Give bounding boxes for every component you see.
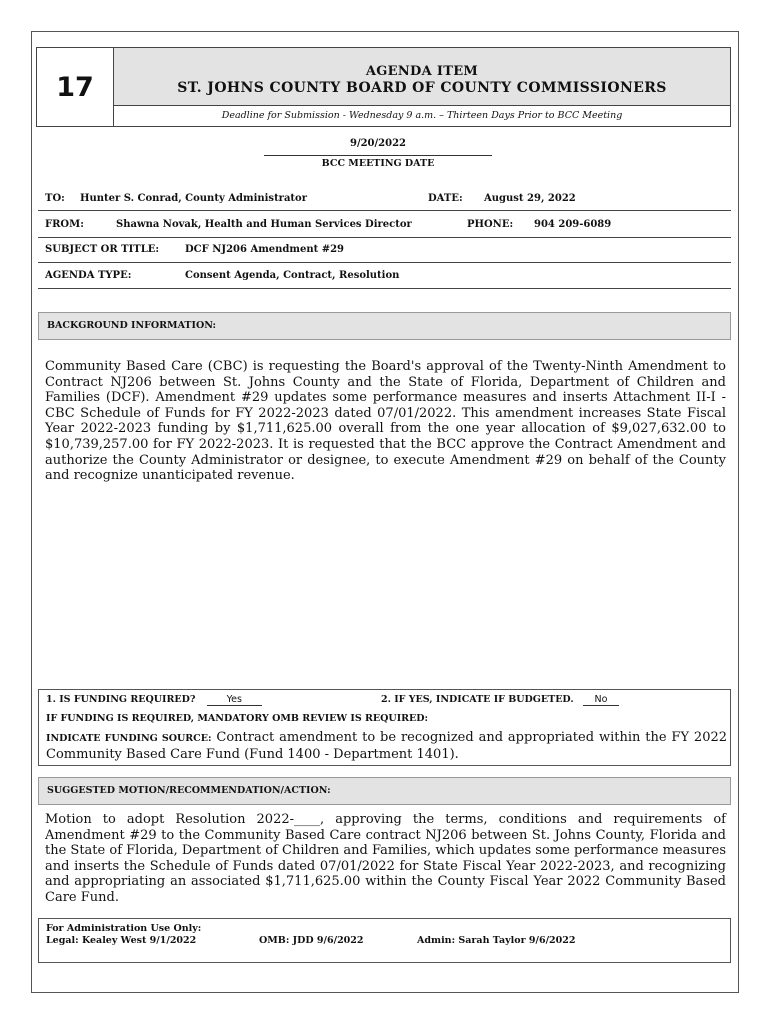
header-organization: ST. JOHNS COUNTY BOARD OF COUNTY COMMISSIONERS bbox=[177, 80, 667, 96]
header-title-cell bbox=[114, 48, 730, 106]
funding-section bbox=[38, 689, 731, 766]
from-label: FROM: bbox=[45, 219, 84, 230]
admin-heading: For Administration Use Only: bbox=[46, 923, 202, 934]
motion-text: Motion to adopt Resolution 2022-____, approving the terms, conditions and requirements of Amendment #29 to the Community Based Care contract NJ206 between St. Johns County, Florida and the State of Florida, Department of Children and Families, which updates some performance measures and inserts the Schedule of Funds dated 07/01/2022 for State Fiscal Year 2022-2023, and recognizing and appropriating an associated $1,711,625.00 within the County Fiscal Year 2022 Community Based Care Fund. bbox=[45, 812, 726, 905]
admin-section bbox=[38, 918, 731, 963]
legal-signoff: Legal: Kealey West 9/1/2022 bbox=[46, 935, 197, 946]
agenda-header bbox=[36, 47, 731, 127]
agenda-type-row-rule bbox=[38, 288, 731, 289]
funding-source-label: INDICATE FUNDING SOURCE: bbox=[46, 733, 212, 744]
phone-value: 904 209-6089 bbox=[534, 219, 612, 230]
budgeted-value: No bbox=[583, 694, 619, 706]
date-value: August 29, 2022 bbox=[484, 193, 576, 204]
omb-review-note: IF FUNDING IS REQUIRED, MANDATORY OMB REVIEW IS REQUIRED: bbox=[46, 713, 429, 724]
header-title: AGENDA ITEM bbox=[365, 64, 479, 79]
funding-source-text: Contract amendment to be recognized and appropriated within the FY 2022 Community Based Care Fund (Fund 1400 - Department 1401). bbox=[46, 730, 728, 762]
omb-signoff: OMB: JDD 9/6/2022 bbox=[259, 935, 364, 946]
from-row-rule bbox=[38, 237, 731, 238]
meeting-date-rule bbox=[264, 155, 492, 156]
submission-deadline: Deadline for Submission - Wednesday 9 a.m. – Thirteen Days Prior to BCC Meeting bbox=[221, 110, 623, 121]
date-label: DATE: bbox=[428, 193, 463, 204]
subject-row-rule bbox=[38, 262, 731, 263]
motion-heading: SUGGESTED MOTION/RECOMMENDATION/ACTION: bbox=[38, 777, 731, 805]
background-heading: BACKGROUND INFORMATION: bbox=[38, 312, 731, 340]
funding-source bbox=[46, 730, 727, 762]
agenda-type-value: Consent Agenda, Contract, Resolution bbox=[185, 270, 400, 281]
to-value: Hunter S. Conrad, County Administrator bbox=[80, 193, 307, 204]
subject-value: DCF NJ206 Amendment #29 bbox=[185, 244, 345, 255]
funding-required-value: Yes bbox=[207, 694, 262, 706]
to-label: TO: bbox=[45, 193, 65, 204]
admin-signoff: Admin: Sarah Taylor 9/6/2022 bbox=[417, 935, 576, 946]
phone-label: PHONE: bbox=[467, 219, 514, 230]
agenda-item-number-cell bbox=[37, 48, 114, 126]
agenda-item-number: 17 bbox=[56, 71, 94, 103]
to-row-rule bbox=[38, 210, 731, 211]
funding-required-label: 1. IS FUNDING REQUIRED? bbox=[46, 694, 196, 705]
budgeted-label: 2. IF YES, INDICATE IF BUDGETED. bbox=[381, 694, 574, 705]
meeting-date-label: BCC MEETING DATE bbox=[321, 158, 435, 169]
meeting-date: 9/20/2022 bbox=[349, 138, 406, 149]
agenda-type-label: AGENDA TYPE: bbox=[45, 270, 132, 281]
from-value: Shawna Novak, Health and Human Services Director bbox=[116, 219, 412, 230]
subject-label: SUBJECT OR TITLE: bbox=[45, 244, 160, 255]
background-text: Community Based Care (CBC) is requesting the Board's approval of the Twenty-Ninth Amendment to Contract NJ206 between St. Johns County and the State of Florida, Department of Children and Families (DCF). Amendment #29 updates some performance measures and inserts Attachment II-I - CBC Schedule of Funds for FY 2022-2023 dated 07/01/2022. This amendment increases State Fiscal Year 2022-2023 funding by $1,711,625.00 overall from the one year allocation of $9,027,632.00 to $10,739,257.00 for FY 2022-2023. It is requested that the BCC approve the Contract Amendment and authorize the County Administrator or designee, to execute Amendment #29 on behalf of the County and recognize unanticipated revenue. bbox=[45, 359, 726, 484]
